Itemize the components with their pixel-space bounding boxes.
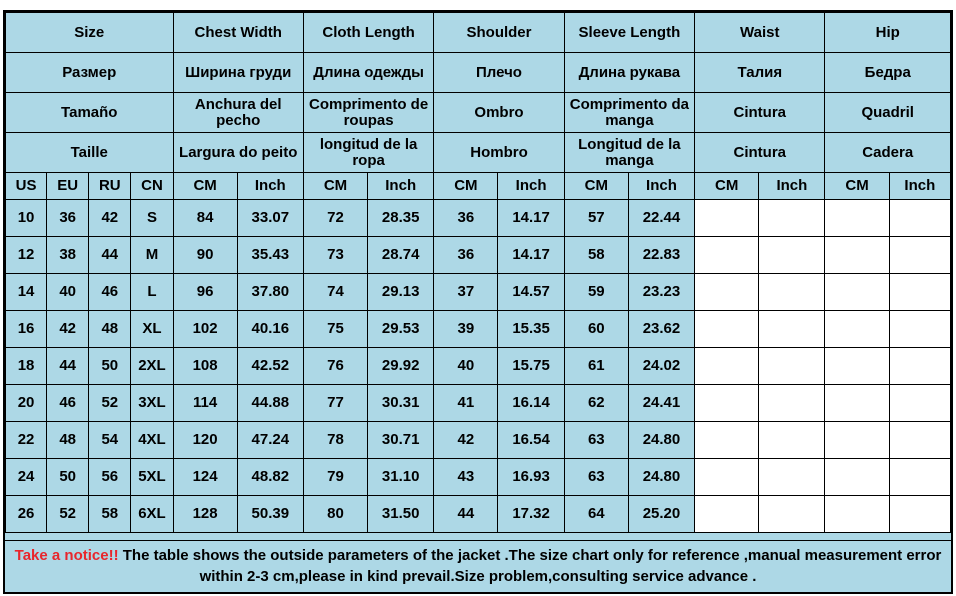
- empty-cell: [695, 496, 759, 533]
- waist-header: Cintura: [695, 133, 825, 173]
- measurement-cell: 28.35: [368, 200, 434, 237]
- waist-header: Талия: [695, 53, 825, 93]
- measurement-cell: 90: [173, 237, 237, 274]
- notice-body: The table shows the outside parameters of the jacket .The size chart only for reference ,manual measurement error within 2-3 cm,please in kind prevail.Size problem,consulting service advance .: [118, 547, 942, 585]
- unit-header: Inch: [368, 173, 434, 200]
- measurement-cell: 60: [564, 311, 628, 348]
- measurement-cell: 114: [173, 385, 237, 422]
- ru-size-cell: 54: [89, 422, 131, 459]
- measurement-cell: 44.88: [237, 385, 303, 422]
- notice-text: [5, 540, 951, 592]
- measurement-cell: 24.80: [628, 422, 694, 459]
- measurement-cell: 15.35: [498, 311, 564, 348]
- cloth-length-header: Comprimento de roupas: [303, 93, 433, 133]
- waist-header: Cintura: [695, 93, 825, 133]
- ru-size-cell: 48: [89, 311, 131, 348]
- measurement-cell: 22.83: [628, 237, 694, 274]
- measurement-cell: 41: [434, 385, 498, 422]
- chest-width-header: Largura do peito: [173, 133, 303, 173]
- measurement-cell: 29.53: [368, 311, 434, 348]
- measurement-cell: 39: [434, 311, 498, 348]
- measurement-cell: 30.31: [368, 385, 434, 422]
- empty-cell: [695, 237, 759, 274]
- empty-cell: [825, 237, 889, 274]
- measurement-cell: 78: [303, 422, 367, 459]
- measurement-cell: 74: [303, 274, 367, 311]
- table-row: [6, 348, 951, 385]
- size-table: [5, 12, 951, 533]
- table-row: [6, 422, 951, 459]
- measurement-cell: 108: [173, 348, 237, 385]
- measurement-cell: 63: [564, 422, 628, 459]
- measurement-cell: 37: [434, 274, 498, 311]
- measurement-cell: 72: [303, 200, 367, 237]
- hip-header: Hip: [825, 13, 951, 53]
- measurement-cell: 128: [173, 496, 237, 533]
- ru-size-cell: 42: [89, 200, 131, 237]
- measurement-cell: 44: [434, 496, 498, 533]
- header-row-spanish-portuguese: [6, 93, 951, 133]
- shoulder-header: Ombro: [434, 93, 564, 133]
- unit-row: [6, 173, 951, 200]
- unit-header: CM: [173, 173, 237, 200]
- us-size-cell: 14: [6, 274, 47, 311]
- empty-cell: [825, 496, 889, 533]
- measurement-cell: 120: [173, 422, 237, 459]
- measurement-cell: 75: [303, 311, 367, 348]
- shoulder-header: Shoulder: [434, 13, 564, 53]
- us-size-cell: 24: [6, 459, 47, 496]
- empty-cell: [695, 348, 759, 385]
- chest-width-header: Anchura del pecho: [173, 93, 303, 133]
- measurement-cell: 62: [564, 385, 628, 422]
- us-size-cell: 20: [6, 385, 47, 422]
- waist-header: Waist: [695, 13, 825, 53]
- empty-cell: [695, 422, 759, 459]
- empty-cell: [825, 422, 889, 459]
- measurement-cell: 42.52: [237, 348, 303, 385]
- unit-header: CM: [825, 173, 889, 200]
- measurement-cell: 80: [303, 496, 367, 533]
- eu-size-cell: 40: [47, 274, 89, 311]
- measurement-cell: 25.20: [628, 496, 694, 533]
- measurement-cell: 23.62: [628, 311, 694, 348]
- table-row: [6, 274, 951, 311]
- empty-cell: [695, 200, 759, 237]
- hip-header: Quadril: [825, 93, 951, 133]
- header-row-french-portuguese: [6, 133, 951, 173]
- size-label: Taille: [6, 133, 174, 173]
- shoulder-header: Плечо: [434, 53, 564, 93]
- measurement-cell: 77: [303, 385, 367, 422]
- empty-cell: [889, 496, 950, 533]
- ru-size-header: RU: [89, 173, 131, 200]
- empty-cell: [759, 385, 825, 422]
- empty-cell: [759, 496, 825, 533]
- measurement-cell: 17.32: [498, 496, 564, 533]
- hip-header: Cadera: [825, 133, 951, 173]
- ru-size-cell: 50: [89, 348, 131, 385]
- ru-size-cell: 52: [89, 385, 131, 422]
- table-row: [6, 200, 951, 237]
- measurement-cell: 16.14: [498, 385, 564, 422]
- empty-cell: [825, 459, 889, 496]
- unit-header: CM: [303, 173, 367, 200]
- measurement-cell: 36: [434, 200, 498, 237]
- unit-header: Inch: [759, 173, 825, 200]
- empty-cell: [889, 237, 950, 274]
- empty-cell: [759, 200, 825, 237]
- ru-size-cell: 58: [89, 496, 131, 533]
- cloth-length-header: longitud de la ropa: [303, 133, 433, 173]
- measurement-cell: 24.41: [628, 385, 694, 422]
- sleeve-length-header: Sleeve Length: [564, 13, 694, 53]
- chest-width-header: Ширина груди: [173, 53, 303, 93]
- table-row: [6, 237, 951, 274]
- eu-size-cell: 42: [47, 311, 89, 348]
- measurement-cell: 76: [303, 348, 367, 385]
- measurement-cell: 29.13: [368, 274, 434, 311]
- empty-cell: [889, 459, 950, 496]
- unit-header: Inch: [237, 173, 303, 200]
- empty-cell: [825, 200, 889, 237]
- ru-size-cell: 46: [89, 274, 131, 311]
- measurement-cell: 31.10: [368, 459, 434, 496]
- unit-header: Inch: [498, 173, 564, 200]
- eu-size-header: EU: [47, 173, 89, 200]
- chest-width-header: Chest Width: [173, 13, 303, 53]
- unit-header: CM: [564, 173, 628, 200]
- empty-cell: [889, 274, 950, 311]
- measurement-cell: 40.16: [237, 311, 303, 348]
- table-row: [6, 311, 951, 348]
- measurement-cell: 79: [303, 459, 367, 496]
- empty-cell: [889, 311, 950, 348]
- cn-size-cell: 4XL: [131, 422, 173, 459]
- us-size-cell: 16: [6, 311, 47, 348]
- empty-cell: [695, 459, 759, 496]
- empty-cell: [759, 422, 825, 459]
- notice-warning: Take a notice!!: [14, 547, 119, 564]
- size-label: Размер: [6, 53, 174, 93]
- measurement-cell: 14.57: [498, 274, 564, 311]
- measurement-cell: 48.82: [237, 459, 303, 496]
- measurement-cell: 15.75: [498, 348, 564, 385]
- measurement-cell: 28.74: [368, 237, 434, 274]
- size-data-rows: [6, 200, 951, 533]
- us-size-cell: 10: [6, 200, 47, 237]
- eu-size-cell: 52: [47, 496, 89, 533]
- eu-size-cell: 36: [47, 200, 89, 237]
- measurement-cell: 124: [173, 459, 237, 496]
- measurement-cell: 64: [564, 496, 628, 533]
- measurement-cell: 31.50: [368, 496, 434, 533]
- ru-size-cell: 44: [89, 237, 131, 274]
- cn-size-cell: L: [131, 274, 173, 311]
- ru-size-cell: 56: [89, 459, 131, 496]
- cn-size-cell: XL: [131, 311, 173, 348]
- empty-cell: [889, 348, 950, 385]
- us-size-cell: 12: [6, 237, 47, 274]
- unit-header: Inch: [889, 173, 950, 200]
- size-chart: [3, 10, 953, 594]
- measurement-cell: 84: [173, 200, 237, 237]
- cn-size-cell: 2XL: [131, 348, 173, 385]
- empty-cell: [759, 459, 825, 496]
- measurement-cell: 24.80: [628, 459, 694, 496]
- cloth-length-header: Длина одежды: [303, 53, 433, 93]
- eu-size-cell: 50: [47, 459, 89, 496]
- empty-cell: [695, 311, 759, 348]
- measurement-cell: 36: [434, 237, 498, 274]
- measurement-cell: 23.23: [628, 274, 694, 311]
- measurement-cell: 63: [564, 459, 628, 496]
- us-size-cell: 22: [6, 422, 47, 459]
- measurement-cell: 33.07: [237, 200, 303, 237]
- empty-cell: [759, 237, 825, 274]
- eu-size-cell: 38: [47, 237, 89, 274]
- measurement-cell: 102: [173, 311, 237, 348]
- measurement-cell: 35.43: [237, 237, 303, 274]
- sleeve-length-header: Длина рукава: [564, 53, 694, 93]
- eu-size-cell: 48: [47, 422, 89, 459]
- eu-size-cell: 44: [47, 348, 89, 385]
- shoulder-header: Hombro: [434, 133, 564, 173]
- cn-size-cell: 5XL: [131, 459, 173, 496]
- unit-header: CM: [434, 173, 498, 200]
- table-row: [6, 459, 951, 496]
- cn-size-cell: 3XL: [131, 385, 173, 422]
- measurement-cell: 29.92: [368, 348, 434, 385]
- cn-size-header: CN: [131, 173, 173, 200]
- measurement-cell: 24.02: [628, 348, 694, 385]
- header-row-russian: [6, 53, 951, 93]
- empty-cell: [759, 348, 825, 385]
- header-row-english: [6, 13, 951, 53]
- empty-cell: [889, 422, 950, 459]
- measurement-cell: 57: [564, 200, 628, 237]
- measurement-cell: 14.17: [498, 200, 564, 237]
- empty-cell: [889, 200, 950, 237]
- measurement-cell: 42: [434, 422, 498, 459]
- measurement-cell: 96: [173, 274, 237, 311]
- size-label: Tamaño: [6, 93, 174, 133]
- sleeve-length-header: Comprimento da manga: [564, 93, 694, 133]
- measurement-cell: 61: [564, 348, 628, 385]
- measurement-cell: 14.17: [498, 237, 564, 274]
- table-row: [6, 385, 951, 422]
- cn-size-cell: 6XL: [131, 496, 173, 533]
- empty-cell: [825, 311, 889, 348]
- empty-cell: [825, 274, 889, 311]
- unit-header: Inch: [628, 173, 694, 200]
- cn-size-cell: M: [131, 237, 173, 274]
- cloth-length-header: Cloth Length: [303, 13, 433, 53]
- measurement-cell: 16.54: [498, 422, 564, 459]
- us-size-cell: 26: [6, 496, 47, 533]
- hip-header: Бедра: [825, 53, 951, 93]
- empty-cell: [825, 348, 889, 385]
- measurement-cell: 16.93: [498, 459, 564, 496]
- empty-cell: [759, 274, 825, 311]
- measurement-cell: 58: [564, 237, 628, 274]
- empty-cell: [825, 385, 889, 422]
- unit-header: CM: [695, 173, 759, 200]
- cn-size-cell: S: [131, 200, 173, 237]
- empty-cell: [759, 311, 825, 348]
- empty-cell: [695, 385, 759, 422]
- measurement-cell: 37.80: [237, 274, 303, 311]
- measurement-cell: 59: [564, 274, 628, 311]
- measurement-cell: 73: [303, 237, 367, 274]
- us-size-header: US: [6, 173, 47, 200]
- measurement-cell: 40: [434, 348, 498, 385]
- eu-size-cell: 46: [47, 385, 89, 422]
- measurement-cell: 30.71: [368, 422, 434, 459]
- measurement-cell: 43: [434, 459, 498, 496]
- empty-cell: [695, 274, 759, 311]
- empty-cell: [889, 385, 950, 422]
- measurement-cell: 22.44: [628, 200, 694, 237]
- sleeve-length-header: Longitud de la manga: [564, 133, 694, 173]
- measurement-cell: 47.24: [237, 422, 303, 459]
- size-label: Size: [6, 13, 174, 53]
- us-size-cell: 18: [6, 348, 47, 385]
- table-row: [6, 496, 951, 533]
- measurement-cell: 50.39: [237, 496, 303, 533]
